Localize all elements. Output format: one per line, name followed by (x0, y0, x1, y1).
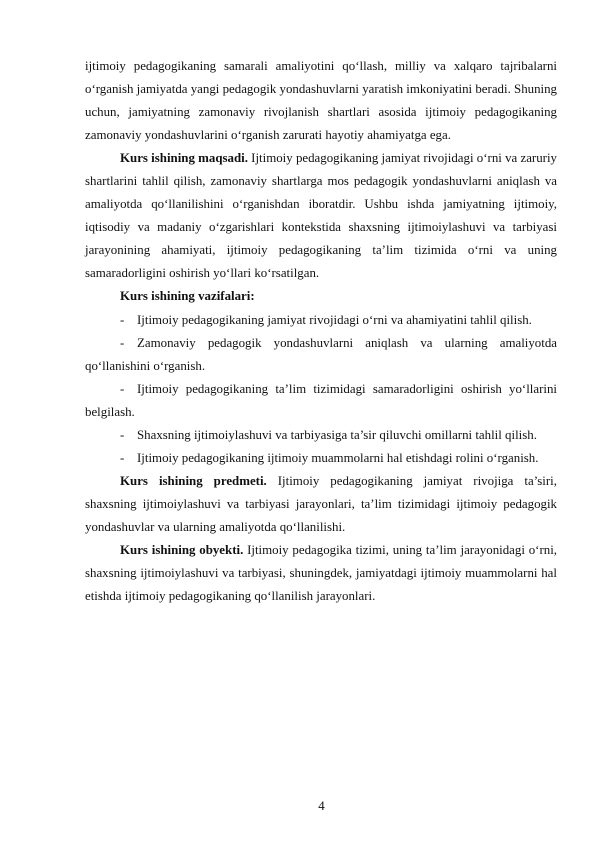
dash-marker: - (120, 335, 125, 350)
goal-paragraph (85, 147, 557, 285)
dash-marker: - (120, 312, 125, 327)
task-item (85, 447, 557, 470)
task-item (85, 424, 557, 447)
goal-text: Ijtimoiy pedagogikaning jamiyat rivojidagi o‘rni va zaruriy shartlarini tahlil qilish, zamonaviy shartlarga mos pedagogik yondashuvlarni aniqlash va amaliyotda qo‘llanilishini o‘rganishdan iboratdir. Ushbu ishda jamiyatning ijtimoiy, iqtisodiy va madaniy o‘zgarishlari kontekstida shaxsning ijtimoiylashuvi va tarbiyasi jarayonining ahamiyati, ijtimoiy pedagogikaning ta’lim tizimida o‘rni va uning samaradorligini oshirish yo‘llari ko‘rsatilgan. (85, 151, 557, 281)
object-text: Ijtimoiy pedagogika tizimi, uning ta’lim jarayonidagi o‘rni, shaxsning ijtimoiylashuvi va tarbiyasi, shuningdek, jamiyatdagi ijtimoiy muammolarni hal etishda ijtimoiy pedagogikaning qo‘llanilish jarayonlari. (85, 542, 557, 604)
dash-marker: - (120, 450, 125, 465)
task-item (85, 332, 557, 378)
task-item-text: Ijtimoiy pedagogikaning jamiyat rivojidagi o‘rni va ahamiyatini tahlil qilish. (137, 312, 532, 327)
tasks-heading-paragraph (85, 285, 557, 308)
document-page (85, 55, 557, 608)
subject-paragraph (85, 470, 557, 539)
task-item-text: Ijtimoiy pedagogikaning ijtimoiy muammolarni hal etishdagi rolini o‘rganish. (137, 450, 539, 465)
intro-text: ijtimoiy pedagogikaning samarali amaliyotini qo‘llash, milliy va xalqaro tajribalarni o‘rganish jamiyatda yangi pedagogik yondashuvlarni yaratish imkoniyatini beradi. Shuning uchun, jamiyatning zamonaviy rivojlanish shartlari asosida ijtimoiy pedagogikaning zamonaviy yondashuvlarini o‘rganish zarurati hayotiy ahamiyatga ega. (85, 59, 557, 143)
subject-heading: Kurs ishining predmeti. (120, 473, 267, 488)
subject-text: Ijtimoiy pedagogikaning jamiyat rivojiga ta’siri, shaxsning ijtimoiylashuvi va tarbiyasi jarayonlari, ta’lim tizimidagi ijtimoiy pedagogik yondashuvlar va ularning amaliyotda qo‘llanilishi. (85, 473, 557, 534)
object-heading: Kurs ishining obyekti. (120, 542, 244, 557)
tasks-heading: Kurs ishining vazifalari: (120, 289, 255, 304)
dash-marker: - (120, 381, 125, 396)
task-item-text: Shaxsning ijtimoiylashuvi va tarbiyasiga ta’sir qiluvchi omillarni tahlil qilish. (137, 427, 537, 442)
goal-heading: Kurs ishining maqsadi. (120, 151, 248, 166)
task-item (85, 309, 557, 332)
task-item-text: Zamonaviy pedagogik yondashuvlarni aniqlash va ularning amaliyotda qo‘llanishini o‘rganish. (85, 335, 557, 373)
page-number: 4 (318, 799, 325, 813)
intro-paragraph (85, 55, 557, 147)
task-item-text: Ijtimoiy pedagogikaning ta’lim tizimidagi samaradorligini oshirish yo‘llarini belgilash. (85, 381, 557, 419)
dash-marker: - (120, 427, 125, 442)
object-paragraph (85, 539, 557, 608)
task-item (85, 378, 557, 424)
